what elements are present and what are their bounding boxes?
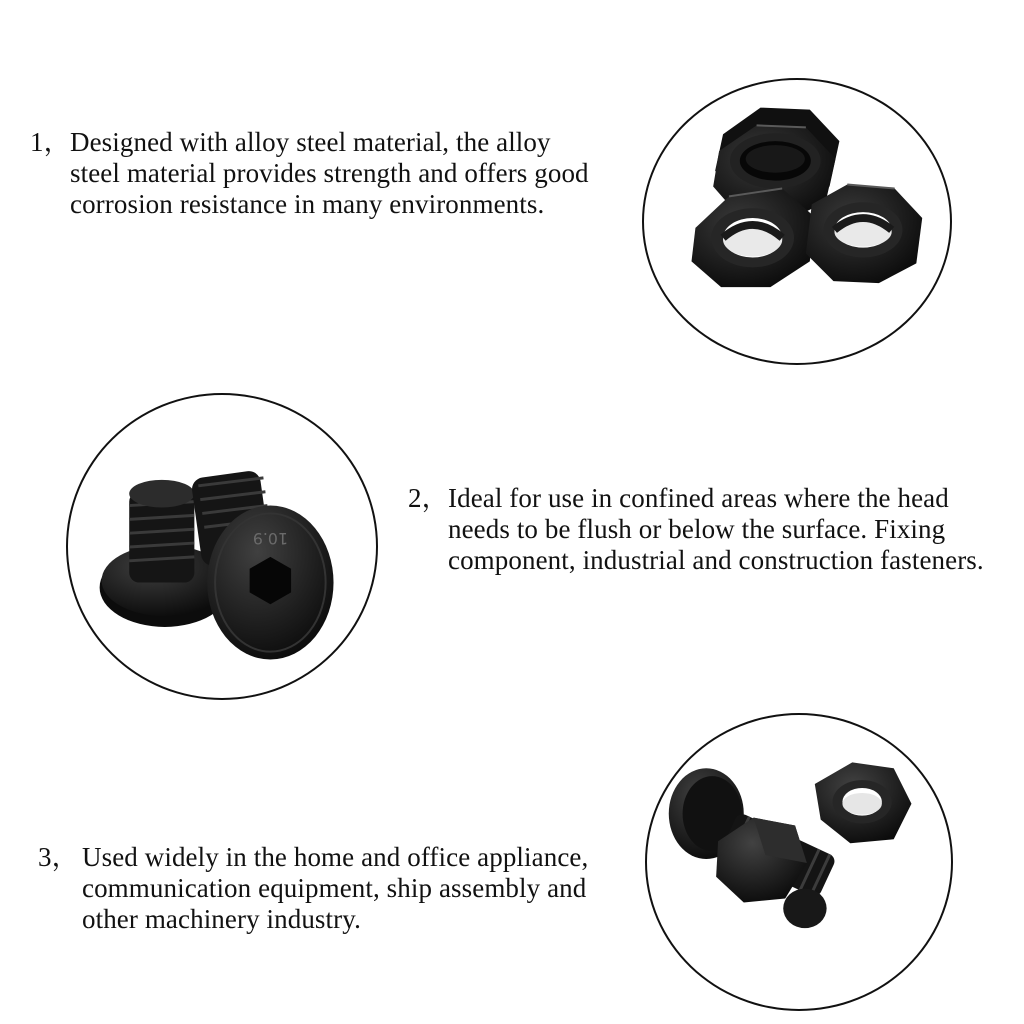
feature-3-image	[645, 713, 953, 1011]
screw-marking: 10.9	[252, 529, 288, 549]
feature-1	[30, 127, 630, 220]
hex-nuts-icon	[644, 80, 950, 363]
feature-3	[38, 842, 638, 935]
feature-2-image	[66, 393, 378, 700]
feature-1-text: Designed with alloy steel material, the alloy steel material provides strength and offers good corrosion resistance in many environments.	[70, 127, 589, 219]
feature-3-text: Used widely in the home and office appliance, communication equipment, ship assembly and other machinery industry.	[82, 842, 589, 934]
feature-1-image	[642, 78, 952, 365]
feature-2-text: Ideal for use in confined areas where the head needs to be flush or below the surface. Fixing component, industrial and construction fasteners.	[448, 483, 984, 575]
feature-3-number: 3，	[38, 842, 79, 872]
feature-1-number: 1，	[30, 127, 71, 157]
feature-2	[408, 483, 1018, 576]
button-head-screws-icon	[68, 395, 376, 698]
feature-2-number: 2，	[408, 483, 449, 513]
screw-and-nut-icon	[647, 715, 951, 1009]
